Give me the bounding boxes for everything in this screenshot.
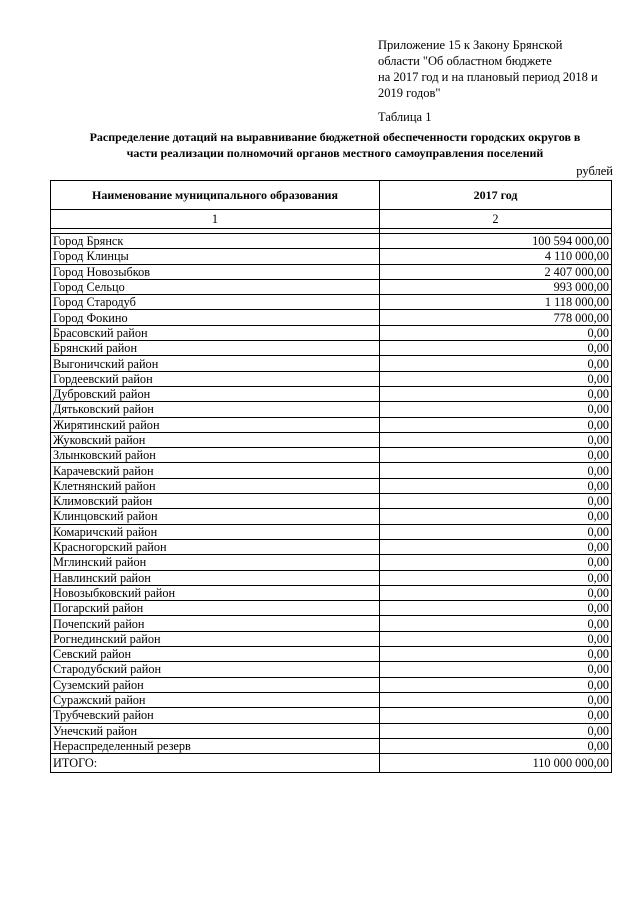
subsidy-amount: 0,00 [380, 494, 612, 509]
municipality-name: Город Новозыбков [51, 264, 380, 279]
table-row [51, 371, 612, 386]
subsidy-amount: 0,00 [380, 478, 612, 493]
document-title: Распределение дотаций на выравнивание бюджетной обеспеченности городских округов в части реализации полномочий органов местного самоуправления поселений [89, 130, 581, 160]
subsidy-amount: 0,00 [380, 723, 612, 738]
municipality-name: Брасовский район [51, 325, 380, 340]
municipality-name: Клетнянский район [51, 478, 380, 493]
subsidy-table [50, 180, 612, 773]
subsidy-amount: 0,00 [380, 738, 612, 753]
table-row [51, 249, 612, 264]
subsidy-amount: 0,00 [380, 631, 612, 646]
subsidy-amount: 0,00 [380, 647, 612, 662]
subsidy-amount: 0,00 [380, 356, 612, 371]
municipality-name: Погарский район [51, 601, 380, 616]
column-number-1: 1 [51, 210, 380, 229]
table-row [51, 723, 612, 738]
municipality-name: Суражский район [51, 692, 380, 707]
table-row [51, 616, 612, 631]
municipality-name: Навлинский район [51, 570, 380, 585]
municipality-name: Город Фокино [51, 310, 380, 325]
subsidy-amount: 100 594 000,00 [380, 234, 612, 249]
subsidy-amount: 2 407 000,00 [380, 264, 612, 279]
subsidy-amount: 0,00 [380, 692, 612, 707]
table-row [51, 524, 612, 539]
table-row [51, 310, 612, 325]
municipality-name: Жуковский район [51, 432, 380, 447]
subsidy-amount: 0,00 [380, 509, 612, 524]
subsidy-amount: 0,00 [380, 463, 612, 478]
table-row [51, 295, 612, 310]
table-row [51, 432, 612, 447]
municipality-name: Жирятинский район [51, 417, 380, 432]
municipality-name: Почепский район [51, 616, 380, 631]
table-row [51, 494, 612, 509]
subsidy-amount: 0,00 [380, 524, 612, 539]
table-row [51, 341, 612, 356]
table-row [51, 509, 612, 524]
municipality-name: Суземский район [51, 677, 380, 692]
table-label: Таблица 1 [378, 110, 432, 124]
municipality-name: Комаричский район [51, 524, 380, 539]
subsidy-amount: 778 000,00 [380, 310, 612, 325]
municipality-name: Рогнединский район [51, 631, 380, 646]
municipality-name: Город Сельцо [51, 279, 380, 294]
municipality-name: Карачевский район [51, 463, 380, 478]
table-row [51, 662, 612, 677]
municipality-name: Город Клинцы [51, 249, 380, 264]
subsidy-amount: 0,00 [380, 417, 612, 432]
subsidy-amount: 1 118 000,00 [380, 295, 612, 310]
municipality-name: Город Стародуб [51, 295, 380, 310]
municipality-name: Брянский район [51, 341, 380, 356]
table-row [51, 356, 612, 371]
subsidy-amount: 0,00 [380, 432, 612, 447]
table-row [51, 601, 612, 616]
subsidy-amount: 0,00 [380, 341, 612, 356]
subsidy-amount: 993 000,00 [380, 279, 612, 294]
subsidy-amount: 0,00 [380, 601, 612, 616]
table-row [51, 555, 612, 570]
subsidy-amount: 0,00 [380, 448, 612, 463]
table-row [51, 647, 612, 662]
header-year: 2017 год [380, 181, 612, 210]
subsidy-amount: 0,00 [380, 325, 612, 340]
table-row [51, 264, 612, 279]
subsidy-amount: 0,00 [380, 585, 612, 600]
municipality-name: Климовский район [51, 494, 380, 509]
column-number-row [51, 210, 612, 229]
table-row [51, 692, 612, 707]
municipality-name: Нераспределенный резерв [51, 738, 380, 753]
municipality-name: Унечский район [51, 723, 380, 738]
table-row [51, 570, 612, 585]
table-row [51, 738, 612, 753]
table-row [51, 279, 612, 294]
subsidy-amount: 0,00 [380, 677, 612, 692]
municipality-name: Гордеевский район [51, 371, 380, 386]
table-row [51, 417, 612, 432]
header-row [51, 181, 612, 210]
subsidy-amount: 0,00 [380, 662, 612, 677]
total-label: ИТОГО: [51, 754, 380, 773]
table-row [51, 386, 612, 401]
table-row [51, 478, 612, 493]
subsidy-amount: 0,00 [380, 371, 612, 386]
subsidy-amount: 4 110 000,00 [380, 249, 612, 264]
municipality-name: Злынковский район [51, 448, 380, 463]
total-amount: 110 000 000,00 [380, 754, 612, 773]
subsidy-amount: 0,00 [380, 708, 612, 723]
subsidy-amount: 0,00 [380, 386, 612, 401]
subsidy-amount: 0,00 [380, 570, 612, 585]
municipality-name: Стародубский район [51, 662, 380, 677]
municipality-name: Трубчевский район [51, 708, 380, 723]
table-row [51, 708, 612, 723]
subsidy-amount: 0,00 [380, 539, 612, 554]
subsidy-amount: 0,00 [380, 555, 612, 570]
table-row [51, 402, 612, 417]
table-row [51, 585, 612, 600]
municipality-name: Дубровский район [51, 386, 380, 401]
unit-label: рублей [576, 164, 613, 178]
table-row [51, 325, 612, 340]
column-number-2: 2 [380, 210, 612, 229]
municipality-name: Город Брянск [51, 234, 380, 249]
table-row [51, 234, 612, 249]
municipality-name: Мглинский район [51, 555, 380, 570]
appendix-note: Приложение 15 к Закону Брянской области "Об областном бюджете на 2017 год и на плановый период 2018 и 2019 годов" [378, 38, 598, 100]
table-row [51, 677, 612, 692]
table-row [51, 539, 612, 554]
municipality-name: Дятьковский район [51, 402, 380, 417]
municipality-name: Севский район [51, 647, 380, 662]
table-row [51, 631, 612, 646]
subsidy-amount: 0,00 [380, 402, 612, 417]
municipality-name: Новозыбковский район [51, 585, 380, 600]
table-row [51, 463, 612, 478]
total-row [51, 754, 612, 773]
municipality-name: Выгоничский район [51, 356, 380, 371]
table-row [51, 448, 612, 463]
municipality-name: Клинцовский район [51, 509, 380, 524]
municipality-name: Красногорский район [51, 539, 380, 554]
header-municipality: Наименование муниципального образования [51, 181, 380, 210]
subsidy-amount: 0,00 [380, 616, 612, 631]
